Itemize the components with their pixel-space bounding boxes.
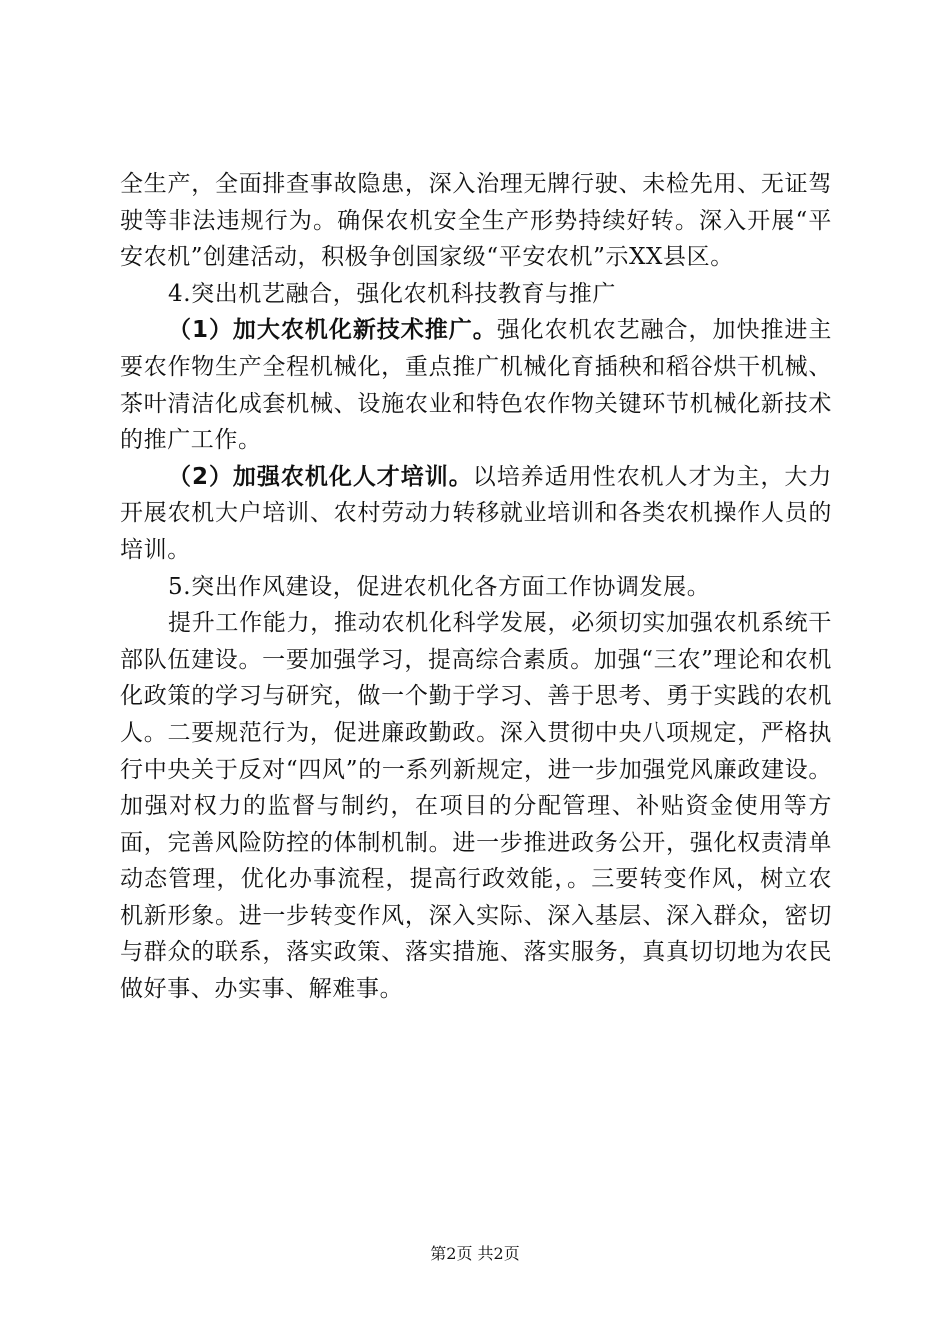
paragraph-new-tech-promotion [120,312,832,458]
heading-item-4: 4.突出机艺融合，强化农机科技教育与推广 [168,280,616,307]
paragraph-text: 强化农机农艺融合，加快推进主要农作物生产全程机械化，重点推广机械化育插秧和稻谷烘干机械、茶叶清洁化成套机械、设施农业和特色农作物关键环节机械化新技术的推广工作。 [120,317,832,454]
page-number-footer: 第2页 共2页 [430,1244,520,1263]
document-body [120,166,832,1008]
paragraph-safety-production: 全生产，全面排查事故隐患，深入治理无牌行驶、未检先用、无证驾驶等非法违规行为。确保农机安全生产形势持续好转。深入开展“平安农机”创建活动，积极争创国家级“平安农机”示XX县区。 [120,171,832,271]
heading-item-5: 5.突出作风建设，促进农机化各方面工作协调发展。 [168,573,711,600]
subheading-2: （2）加强农机化人才培训。 [168,463,473,490]
paragraph-work-style: 提升工作能力，推动农机化科学发展，必须切实加强农机系统干部队伍建设。一要加强学习，提高综合素质。加强“三农”理论和农机化政策的学习与研究，做一个勤于学习、善于思考、勇于实践的农机人。二要规范行为，促进廉政勤政。深入贯彻中央八项规定，严格执行中央关于反对“四风”的一系列新规定，进一步加强党风廉政建设。加强对权力的监督与制约，在项目的分配管理、补贴资金使用等方面，完善风险防控的体制机制。进一步推进政务公开，强化权责清单动态管理，优化办事流程，提高行政效能，。三要转变作风，树立农机新形象。进一步转变作风，深入实际、深入基层、深入群众，密切与群众的联系，落实政策、落实措施、落实服务，真真切切地为农民做好事、办实事、解难事。 [120,610,832,1003]
paragraph-talent-training [120,459,832,569]
subheading-1: （1）加大农机化新技术推广。 [168,317,497,344]
paragraph-text: 以培养适用性农机人才为主，大力开展农机大户培训、农村劳动力转移就业培训和各类农机操作人员的培训。 [120,463,833,563]
